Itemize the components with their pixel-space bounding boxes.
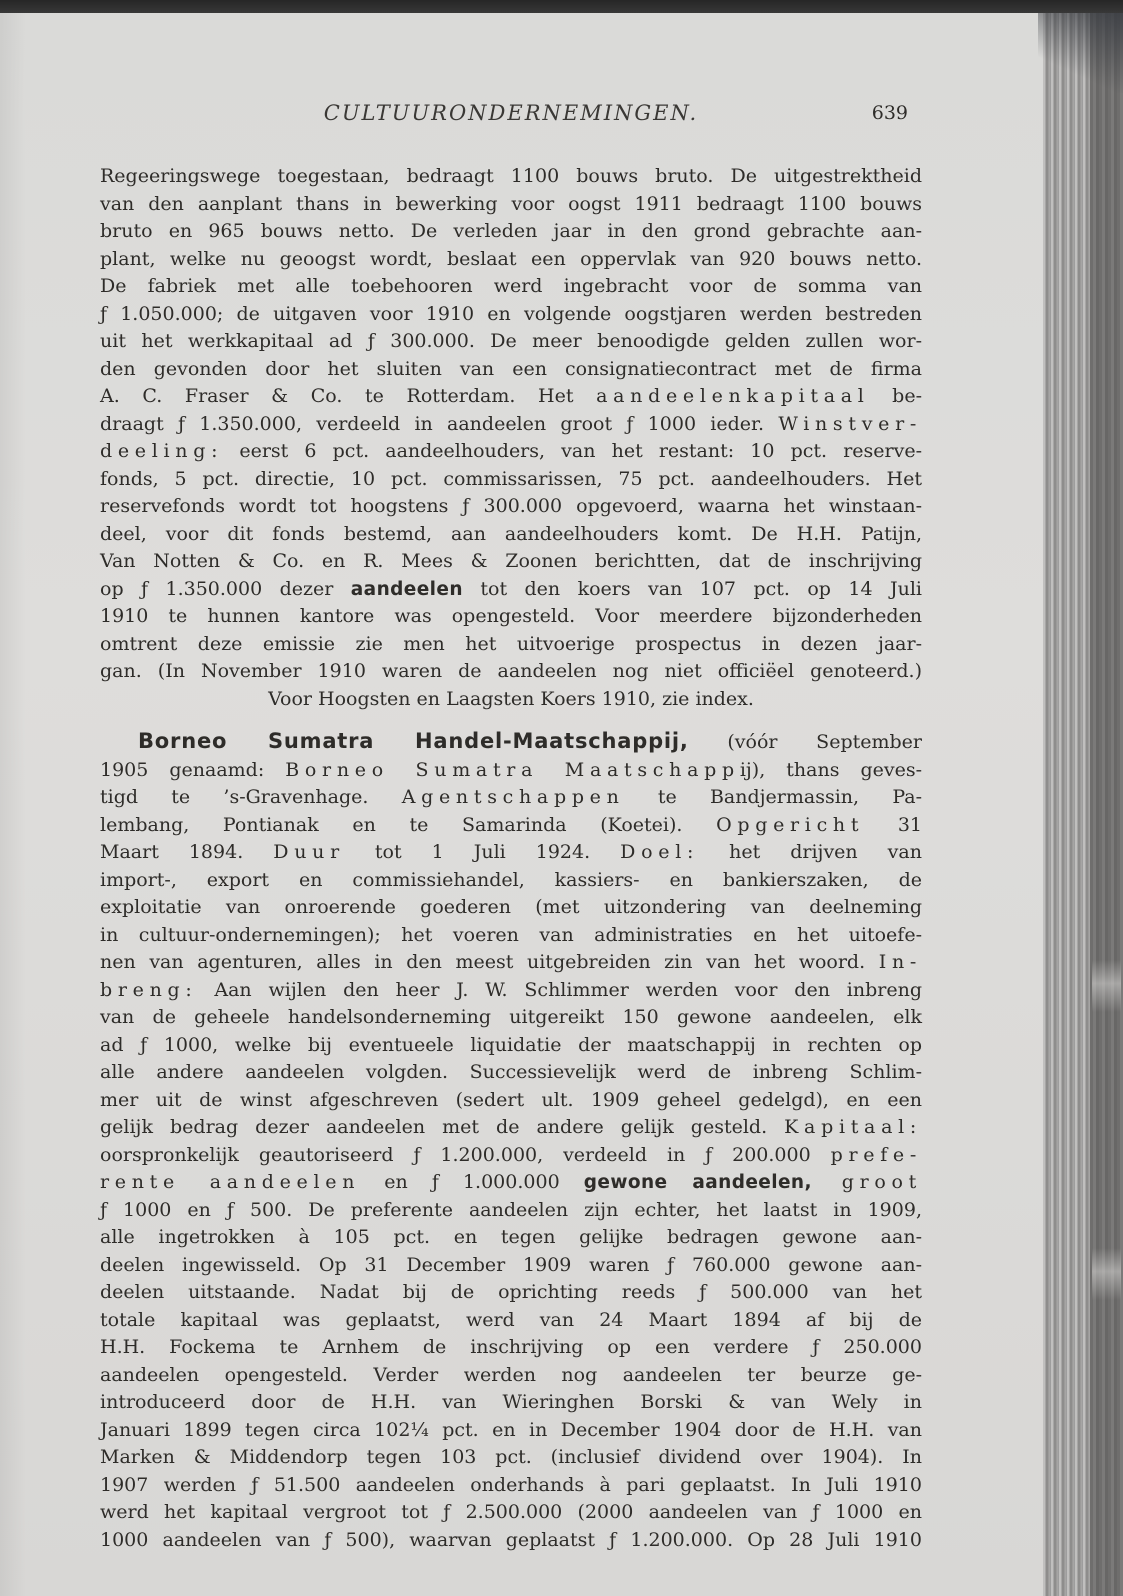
text-segment-plain: werd het kapitaal vergroot tot ƒ 2.500.000 (2000 aandeelen van ƒ 1000 en bbox=[100, 1501, 922, 1523]
text-segment-plain: van de geheele handelsonderneming uitgereikt 150 gewone aandeelen, elk bbox=[100, 1006, 922, 1028]
text-line bbox=[100, 867, 922, 895]
text-segment-plain: ƒ 1.050.000; de uitgaven voor 1910 en volgende oogstjaren werden bestreden bbox=[100, 302, 922, 325]
text-segment-plain: deelen ingewisseld. Op 31 December 1909 waren ƒ 760.000 gewone aan- bbox=[100, 1253, 922, 1276]
text-line bbox=[100, 812, 922, 840]
text-segment-plain: introduceerd door de H.H. van Wieringhen Borski & van Wely in bbox=[100, 1391, 922, 1413]
text-line bbox=[100, 784, 922, 812]
text-segment-spaced: Opgericht bbox=[716, 813, 865, 836]
text-line bbox=[100, 301, 922, 329]
text-segment-spaced: prefe- bbox=[830, 1143, 922, 1166]
text-segment-spaced: breng: bbox=[100, 978, 198, 1001]
text-segment-plain: Maart 1894. bbox=[100, 841, 274, 863]
text-segment-spaced: Agentschappen bbox=[401, 786, 625, 808]
text-line bbox=[100, 1472, 922, 1500]
text-segment-plain: aandeelen opengesteld. Verder werden nog aandeelen ter beurze ge- bbox=[100, 1363, 922, 1386]
text-line bbox=[100, 1389, 922, 1417]
text-segment-spaced: Kapitaal: bbox=[784, 1116, 922, 1138]
page-content bbox=[100, 101, 922, 1554]
text-segment-plain: 1907 werden ƒ 51.500 aandeelen onderhands à pari geplaatst. In Juli 1910 bbox=[100, 1473, 922, 1496]
text-segment-plain: 31 bbox=[864, 813, 923, 836]
text-segment-plain: exploitatie van onroerende goederen (met uitzondering van deelneming bbox=[100, 896, 922, 918]
text-line bbox=[100, 411, 922, 439]
book-page-edges bbox=[1043, 13, 1090, 1596]
text-line bbox=[100, 922, 922, 950]
text-line bbox=[100, 1444, 922, 1472]
text-segment-plain: alle andere aandeelen volgden. Successievelijk werd de inbreng Schlim- bbox=[100, 1061, 922, 1083]
text-line bbox=[100, 1087, 922, 1115]
text-segment-plain: eerst 6 pct. aandeelhouders, van het restant: 10 pct. reserve- bbox=[223, 440, 922, 462]
text-segment-plain: fonds, 5 pct. directie, 10 pct. commissarissen, 75 pct. aandeelhouders. Het bbox=[100, 467, 922, 490]
text-segment-plain: import-, export en commissiehandel, kassiers- en bankierszaken, de bbox=[100, 868, 922, 891]
text-segment-plain: ƒ 1000 en ƒ 500. De preferente aandeelen zijn echter, het laatst in 1909, bbox=[100, 1198, 922, 1221]
text-segment-plain: den gevonden door het sluiten van een consignatiecontract met de firma bbox=[100, 357, 922, 380]
text-segment-spaced: groot bbox=[811, 1171, 922, 1193]
text-line bbox=[100, 1224, 922, 1252]
text-segment-plain: op ƒ 1.350.000 dezer bbox=[100, 577, 351, 600]
text-line bbox=[100, 757, 922, 785]
spine-highlight bbox=[1092, 960, 1121, 1012]
text-segment-plain: te Bandjermassin, Pa- bbox=[624, 786, 922, 808]
page-number: 639 bbox=[871, 102, 908, 124]
text-segment-plain: be- bbox=[869, 385, 922, 407]
text-segment-plain: oorspronkelijk geautoriseerd ƒ 1.200.000, verdeeld in ƒ 200.000 bbox=[100, 1143, 831, 1166]
text-segment-plain: het drijven van bbox=[699, 841, 922, 863]
text-segment-plain: gan. (In November 1910 waren de aandeelen nog niet officiëel genoteerd.) bbox=[100, 660, 922, 682]
text-line bbox=[100, 839, 922, 867]
text-line bbox=[100, 466, 922, 494]
text-segment-plain: Januari 1899 tegen circa 102¼ pct. en in December 1904 door de H.H. van bbox=[100, 1418, 922, 1441]
text-line bbox=[100, 191, 922, 219]
text-line bbox=[100, 1114, 922, 1142]
text-segment-plain: mer uit de winst afgeschreven (sedert ult. 1909 geheel gedelgd), en een bbox=[100, 1088, 922, 1111]
text-segment-plain: Voor Hoogsten en Laagsten Koers 1910, zie index. bbox=[268, 687, 754, 710]
text-segment-plain: reservefonds wordt tot hoogstens ƒ 300.000 opgevoerd, waarna het winstaan- bbox=[100, 495, 922, 517]
text-line bbox=[100, 521, 922, 549]
text-line bbox=[100, 1279, 922, 1307]
text-segment-spaced: Borneo Sumatra Maatschapp bbox=[285, 758, 740, 781]
text-line bbox=[100, 1417, 922, 1445]
text-line bbox=[100, 603, 922, 631]
text-segment-plain: Aan wijlen den heer J. W. Schlimmer werden voor den inbreng bbox=[197, 978, 922, 1001]
text-line bbox=[100, 576, 922, 604]
text-segment-plain: gelijk bedrag dezer aandeelen met de andere gelijk gesteld. bbox=[100, 1116, 785, 1138]
text-segment-plain: ij), thans geves- bbox=[739, 758, 923, 781]
text-segment-plain: H.H. Fockema te Arnhem de inschrijving op een verdere ƒ 250.000 bbox=[100, 1336, 922, 1358]
text-segment-plain: 1905 genaamd: bbox=[100, 758, 286, 781]
text-segment-plain: tot den koers van 107 pct. op 14 Juli bbox=[462, 577, 922, 600]
text-line bbox=[100, 631, 922, 659]
text-segment-spaced: Doel: bbox=[620, 841, 700, 863]
text-segment-plain: nen van agenturen, alles in den meest uitgebreiden zin van het woord. bbox=[100, 951, 879, 973]
borneo-sumatra-entry bbox=[100, 728, 922, 1554]
text-segment-plain: plant, welke nu geoogst wordt, beslaat een oppervlak van 920 bouws netto. bbox=[100, 247, 922, 270]
text-segment-plain: deel, voor dit fonds bestemd, aan aandeelhouders komt. De H.H. Patijn, bbox=[100, 522, 922, 545]
text-segment-spaced: Winstver- bbox=[778, 412, 922, 435]
book-spine-edge bbox=[1090, 13, 1123, 1596]
text-segment-plain: Marken & Middendorp tegen 103 pct. (inclusief dividend over 1904). In bbox=[100, 1446, 922, 1468]
text-segment-spaced: aandeelenkapitaal bbox=[596, 385, 870, 407]
text-line bbox=[100, 1362, 922, 1390]
text-segment-plain: totale kapitaal was geplaatst, werd van 24 Maart 1894 af bij de bbox=[100, 1308, 922, 1331]
text-segment-spaced: rente aandeelen bbox=[100, 1171, 361, 1193]
text-segment-spaced: Duur bbox=[273, 841, 345, 863]
text-line bbox=[100, 1527, 922, 1555]
text-line bbox=[100, 1169, 922, 1197]
scanned-page bbox=[0, 13, 1045, 1596]
text-line bbox=[100, 383, 922, 411]
text-segment-plain: lembang, Pontianak en te Samarinda (Koetei). bbox=[100, 813, 717, 836]
text-segment-bold: aandeelen bbox=[350, 578, 463, 600]
text-line bbox=[100, 438, 922, 466]
text-segment-plain: De fabriek met alle toebehooren werd ingebracht voor de somma van bbox=[100, 275, 922, 297]
spine-highlight bbox=[1092, 1248, 1121, 1300]
text-line bbox=[100, 273, 922, 301]
text-segment-bold: gewone aandeelen, bbox=[583, 1172, 812, 1193]
text-segment-boldhead: Borneo Sumatra Handel-Maatschappij, bbox=[138, 729, 689, 753]
text-line bbox=[100, 1004, 922, 1032]
text-line bbox=[100, 1032, 922, 1060]
text-segment-plain: ad ƒ 1000, welke bij eventueele liquidatie der maatschappij in rechten op bbox=[100, 1033, 922, 1056]
text-line bbox=[100, 658, 922, 686]
scan-corner-shadow bbox=[1038, 13, 1123, 93]
text-line bbox=[100, 1499, 922, 1527]
text-segment-plain: 1000 aandeelen van ƒ 500), waarvan geplaatst ƒ 1.200.000. Op 28 Juli 1910 bbox=[100, 1528, 922, 1551]
text-segment-plain: omtrent deze emissie zie men het uitvoerige prospectus in dezen jaar- bbox=[100, 632, 922, 655]
text-segment-plain: deelen uitstaande. Nadat bij de oprichting reeds ƒ 500.000 van het bbox=[100, 1281, 922, 1303]
text-line bbox=[100, 977, 922, 1005]
text-line bbox=[100, 728, 922, 757]
text-segment-spaced: In- bbox=[878, 951, 922, 973]
text-line bbox=[100, 356, 922, 384]
text-segment-spaced: deeling: bbox=[100, 440, 224, 462]
continuation-paragraph bbox=[100, 163, 922, 713]
text-line bbox=[100, 949, 922, 977]
text-line bbox=[100, 1334, 922, 1362]
text-line bbox=[100, 1197, 922, 1225]
text-line bbox=[100, 163, 922, 191]
text-segment-plain: en ƒ 1.000.000 bbox=[360, 1171, 584, 1193]
running-head-title: CULTUURONDERNEMINGEN. bbox=[323, 101, 699, 125]
text-line bbox=[100, 1307, 922, 1335]
text-segment-plain: Van Notten & Co. en R. Mees & Zoonen berichtten, dat de inschrijving bbox=[100, 550, 922, 572]
text-line bbox=[100, 218, 922, 246]
text-segment-plain: draagt ƒ 1.350.000, verdeeld in aandeelen groot ƒ 1000 ieder. bbox=[100, 412, 779, 435]
page-header bbox=[100, 101, 922, 129]
page-body bbox=[100, 163, 922, 1554]
text-segment-plain: alle ingetrokken à 105 pct. en tegen gelijke bedragen gewone aan- bbox=[100, 1226, 922, 1248]
text-line bbox=[100, 1059, 922, 1087]
text-segment-plain: 1910 te hunnen kantore was opengesteld. Voor meerdere bijzonderheden bbox=[100, 605, 922, 627]
text-line bbox=[100, 894, 922, 922]
text-segment-plain: uit het werkkapitaal ad ƒ 300.000. De meer benoodigde gelden zullen wor- bbox=[100, 330, 922, 352]
text-segment-plain: tot 1 Juli 1924. bbox=[344, 841, 621, 863]
text-segment-plain: in cultuur-ondernemingen); het voeren van administraties en het uitoefe- bbox=[100, 923, 922, 946]
text-line bbox=[100, 686, 922, 714]
text-line bbox=[100, 1252, 922, 1280]
text-segment-plain: A. C. Fraser & Co. te Rotterdam. Het bbox=[100, 385, 597, 407]
text-line bbox=[100, 548, 922, 576]
text-line bbox=[100, 493, 922, 521]
scan-top-edge bbox=[0, 0, 1123, 13]
text-line bbox=[100, 246, 922, 274]
text-line bbox=[100, 328, 922, 356]
text-segment-plain: bruto en 965 bouws netto. De verleden jaar in den grond gebrachte aan- bbox=[100, 220, 922, 242]
text-segment-plain: Regeeringswege toegestaan, bedraagt 1100 bouws bruto. De uitgestrektheid bbox=[100, 165, 922, 187]
text-segment-plain: tigd te ’s-Gravenhage. bbox=[100, 786, 402, 808]
text-segment-plain: van den aanplant thans in bewerking voor oogst 1911 bedraagt 1100 bouws bbox=[100, 192, 922, 215]
text-line bbox=[100, 1142, 922, 1170]
text-segment-plain: (vóór September bbox=[688, 731, 922, 753]
